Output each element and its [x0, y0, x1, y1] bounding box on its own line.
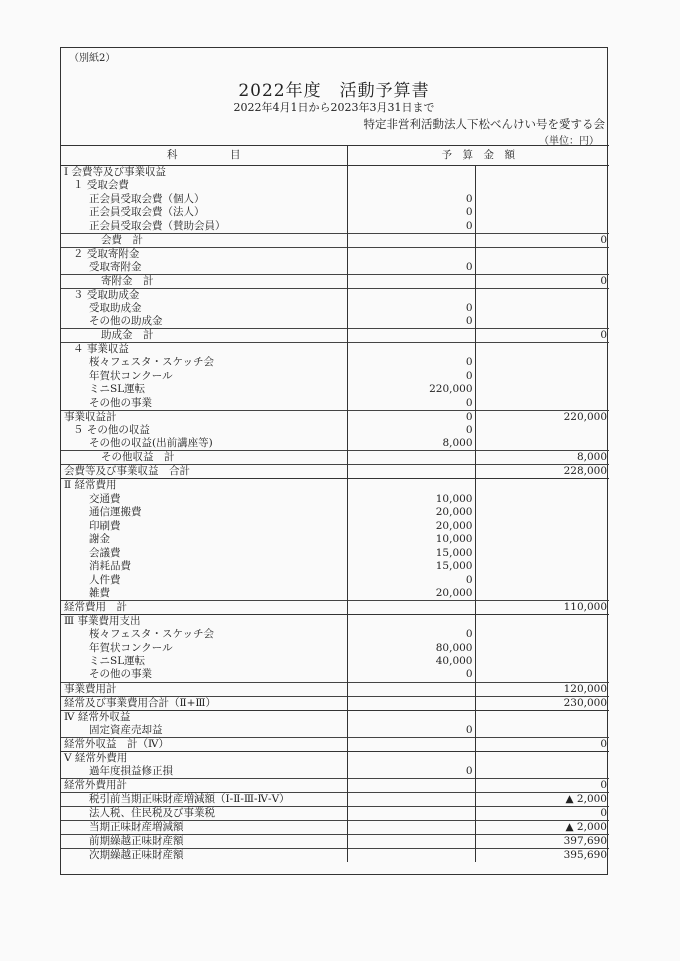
row-amount-detail: [347, 600, 475, 614]
row-label: 経常及び事業費用合計（Ⅱ+Ⅲ）: [61, 696, 347, 710]
row-amount-total: [475, 383, 609, 397]
row-label: 寄附金 計: [61, 274, 347, 288]
row-amount-total: 0: [475, 329, 609, 343]
row-amount-detail: 0: [347, 424, 475, 438]
row-label: ミニSL運転: [61, 383, 347, 397]
row-amount-detail: [347, 806, 475, 820]
row-amount-total: [475, 506, 609, 520]
row-amount-detail: [347, 329, 475, 343]
budget-sheet: [60, 47, 608, 875]
row-amount-detail: 0: [347, 724, 475, 738]
row-label: 助成金 計: [61, 329, 347, 343]
table-row: [61, 546, 609, 560]
row-amount-detail: [347, 343, 475, 357]
table-row: [61, 397, 609, 411]
row-label: 年賀状コンクール: [61, 370, 347, 384]
row-label: ２ 受取寄附金: [61, 247, 347, 261]
row-amount-detail: [347, 288, 475, 302]
row-amount-total: [475, 479, 609, 493]
row-label: ３ 受取助成金: [61, 288, 347, 302]
table-row: [61, 600, 609, 614]
table-row: [61, 655, 609, 669]
table-row: [61, 519, 609, 533]
row-amount-detail: [347, 710, 475, 724]
row-label: 受取寄附金: [61, 261, 347, 275]
row-label: 会議費: [61, 546, 347, 560]
table-row: [61, 792, 609, 806]
row-label: その他の事業: [61, 668, 347, 682]
table-row: [61, 682, 609, 696]
row-amount-total: [475, 220, 609, 234]
row-amount-total: [475, 546, 609, 560]
row-label: 桜々フェスタ・スケッチ会: [61, 628, 347, 642]
row-amount-detail: [347, 179, 475, 193]
table-row: [61, 737, 609, 751]
row-amount-total: [475, 668, 609, 682]
row-amount-detail: 0: [347, 206, 475, 220]
row-amount-detail: 0: [347, 765, 475, 779]
row-label: ５ その他の収益: [61, 424, 347, 438]
table-row: [61, 492, 609, 506]
table-row: [61, 206, 609, 220]
row-amount-total: [475, 587, 609, 601]
table-row: [61, 179, 609, 193]
row-label: 正会員受取会費（法人）: [61, 206, 347, 220]
table-row: [61, 806, 609, 820]
row-amount-total: [475, 560, 609, 574]
row-amount-detail: 10,000: [347, 492, 475, 506]
row-label: 固定資産売却益: [61, 724, 347, 738]
row-amount-detail: 40,000: [347, 655, 475, 669]
row-amount-detail: [347, 682, 475, 696]
row-amount-total: 0: [475, 737, 609, 751]
table-row: [61, 247, 609, 261]
row-label: 経常外収益 計（Ⅳ）: [61, 737, 347, 751]
table-row: [61, 848, 609, 862]
row-amount-total: 120,000: [475, 682, 609, 696]
row-amount-detail: [347, 233, 475, 247]
row-amount-total: ▲ 2,000: [475, 820, 609, 834]
table-row: [61, 451, 609, 465]
document-title: 2022年度 活動予算書: [238, 81, 430, 101]
table-row: [61, 356, 609, 370]
row-amount-total: [475, 628, 609, 642]
table-row: [61, 274, 609, 288]
row-label: 交通費: [61, 492, 347, 506]
row-label: 受取助成金: [61, 302, 347, 316]
row-amount-detail: 0: [347, 302, 475, 316]
row-label: 印刷費: [61, 519, 347, 533]
table-row: [61, 193, 609, 207]
row-label: その他の助成金: [61, 315, 347, 329]
row-amount-total: [475, 302, 609, 316]
unit-label: （単位：円）: [539, 136, 599, 147]
attachment-note: （別紙2）: [69, 53, 116, 64]
fiscal-period: 2022年4月1日から2023年3月31日まで: [233, 101, 435, 114]
row-amount-total: [475, 492, 609, 506]
row-label: 雑費: [61, 587, 347, 601]
row-label: １ 受取会費: [61, 179, 347, 193]
table-row: [61, 383, 609, 397]
table-row: [61, 560, 609, 574]
row-label: 正会員受取会費（個人）: [61, 193, 347, 207]
row-amount-detail: [347, 751, 475, 765]
table-row: [61, 166, 609, 180]
table-row: [61, 724, 609, 738]
row-amount-detail: 0: [347, 220, 475, 234]
row-amount-total: [475, 261, 609, 275]
row-amount-detail: 80,000: [347, 641, 475, 655]
table-row: [61, 261, 609, 275]
row-label: Ⅳ 経常外収益: [61, 710, 347, 724]
row-amount-total: 397,690: [475, 834, 609, 848]
row-amount-detail: 0: [347, 410, 475, 424]
row-amount-total: [475, 206, 609, 220]
row-amount-total: 220,000: [475, 410, 609, 424]
table-row: [61, 410, 609, 424]
table-header-row: [61, 146, 609, 166]
row-amount-detail: [347, 451, 475, 465]
row-amount-detail: 0: [347, 628, 475, 642]
row-amount-detail: 15,000: [347, 546, 475, 560]
row-amount-total: 0: [475, 778, 609, 792]
table-row: [61, 820, 609, 834]
row-amount-detail: 15,000: [347, 560, 475, 574]
row-amount-detail: 220,000: [347, 383, 475, 397]
row-label: 法人税、住民税及び事業税: [61, 806, 347, 820]
row-label: 当期正味財産増減額: [61, 820, 347, 834]
organization-name: 特定非営利活動法人下松べんけい号を愛する会: [363, 117, 605, 131]
row-label: 次期繰越正味財産額: [61, 848, 347, 862]
row-amount-total: 395,690: [475, 848, 609, 862]
table-row: [61, 765, 609, 779]
row-amount-total: [475, 397, 609, 411]
row-amount-total: [475, 343, 609, 357]
row-label: Ⅴ 経常外費用: [61, 751, 347, 765]
table-row: [61, 751, 609, 765]
row-amount-detail: 20,000: [347, 506, 475, 520]
row-label: 桜々フェスタ・スケッチ会: [61, 356, 347, 370]
row-amount-detail: 0: [347, 261, 475, 275]
row-amount-total: [475, 193, 609, 207]
row-amount-detail: [347, 465, 475, 479]
row-label: その他収益 計: [61, 451, 347, 465]
row-amount-detail: [347, 848, 475, 862]
table-row: [61, 465, 609, 479]
row-label: 正会員受取会費（賛助会員）: [61, 220, 347, 234]
row-amount-total: [475, 179, 609, 193]
table-row: [61, 778, 609, 792]
row-amount-detail: [347, 479, 475, 493]
row-amount-total: [475, 356, 609, 370]
row-amount-total: [475, 247, 609, 261]
row-label: 事業収益計: [61, 410, 347, 424]
row-amount-total: 8,000: [475, 451, 609, 465]
row-amount-detail: 0: [347, 397, 475, 411]
amount-column-header: 予 算 金 額: [347, 146, 609, 166]
table-row: [61, 533, 609, 547]
row-amount-detail: 8,000: [347, 437, 475, 451]
row-label: その他の収益(出前講座等): [61, 437, 347, 451]
table-row: [61, 573, 609, 587]
row-amount-detail: [347, 247, 475, 261]
table-row: [61, 370, 609, 384]
row-label: 消耗品費: [61, 560, 347, 574]
row-amount-detail: [347, 778, 475, 792]
row-amount-total: [475, 370, 609, 384]
row-amount-total: [475, 519, 609, 533]
row-amount-detail: 0: [347, 193, 475, 207]
row-amount-total: 0: [475, 274, 609, 288]
row-amount-total: [475, 614, 609, 628]
table-row: [61, 641, 609, 655]
table-row: [61, 233, 609, 247]
row-label: 事業費用計: [61, 682, 347, 696]
row-label: 人件費: [61, 573, 347, 587]
row-label: ミニSL運転: [61, 655, 347, 669]
row-amount-total: 228,000: [475, 465, 609, 479]
table-row: [61, 506, 609, 520]
row-amount-detail: 0: [347, 370, 475, 384]
table-row: [61, 302, 609, 316]
row-amount-detail: 0: [347, 668, 475, 682]
table-row: [61, 288, 609, 302]
table-row: [61, 424, 609, 438]
row-amount-detail: [347, 614, 475, 628]
row-amount-total: 0: [475, 806, 609, 820]
row-label: 年賀状コンクール: [61, 641, 347, 655]
table-row: [61, 710, 609, 724]
row-label: 謝金: [61, 533, 347, 547]
row-label: 前期繰越正味財産額: [61, 834, 347, 848]
budget-table: [61, 145, 609, 862]
row-amount-total: 0: [475, 233, 609, 247]
row-amount-detail: [347, 834, 475, 848]
row-amount-detail: [347, 274, 475, 288]
row-amount-total: [475, 573, 609, 587]
table-row: [61, 696, 609, 710]
row-label: 会費等及び事業収益 合計: [61, 465, 347, 479]
table-row: [61, 628, 609, 642]
row-amount-total: [475, 437, 609, 451]
row-amount-total: 230,000: [475, 696, 609, 710]
row-amount-total: [475, 424, 609, 438]
row-amount-detail: 10,000: [347, 533, 475, 547]
row-amount-total: [475, 641, 609, 655]
table-row: [61, 668, 609, 682]
row-label: 経常外費用計: [61, 778, 347, 792]
row-label: 過年度損益修正損: [61, 765, 347, 779]
row-label: その他の事業: [61, 397, 347, 411]
row-label: 通信運搬費: [61, 506, 347, 520]
row-amount-total: [475, 724, 609, 738]
row-amount-detail: 20,000: [347, 519, 475, 533]
row-amount-detail: 0: [347, 573, 475, 587]
row-amount-detail: [347, 696, 475, 710]
table-row: [61, 614, 609, 628]
row-label: ４ 事業収益: [61, 343, 347, 357]
row-amount-total: [475, 655, 609, 669]
row-label: Ⅲ 事業費用支出: [61, 614, 347, 628]
row-amount-total: [475, 533, 609, 547]
table-row: [61, 587, 609, 601]
row-amount-total: [475, 710, 609, 724]
table-row: [61, 437, 609, 451]
table-row: [61, 315, 609, 329]
row-amount-detail: [347, 820, 475, 834]
row-amount-total: [475, 751, 609, 765]
row-amount-total: [475, 166, 609, 180]
table-row: [61, 343, 609, 357]
row-amount-total: [475, 765, 609, 779]
table-row: [61, 834, 609, 848]
row-label: Ⅱ 経常費用: [61, 479, 347, 493]
row-amount-detail: [347, 166, 475, 180]
row-label: 税引前当期正味財産増減額（Ⅰ-Ⅱ-Ⅲ-Ⅳ-Ⅴ）: [61, 792, 347, 806]
subject-column-header: 科 目: [61, 146, 347, 166]
row-label: 会費 計: [61, 233, 347, 247]
table-row: [61, 329, 609, 343]
row-amount-detail: 20,000: [347, 587, 475, 601]
row-amount-total: [475, 315, 609, 329]
row-label: Ⅰ 会費等及び事業収益: [61, 166, 347, 180]
table-row: [61, 479, 609, 493]
row-amount-detail: [347, 792, 475, 806]
row-amount-detail: [347, 737, 475, 751]
row-amount-total: 110,000: [475, 600, 609, 614]
row-amount-detail: 0: [347, 356, 475, 370]
row-amount-total: [475, 288, 609, 302]
row-amount-detail: 0: [347, 315, 475, 329]
row-amount-total: ▲ 2,000: [475, 792, 609, 806]
table-row: [61, 220, 609, 234]
row-label: 経常費用 計: [61, 600, 347, 614]
